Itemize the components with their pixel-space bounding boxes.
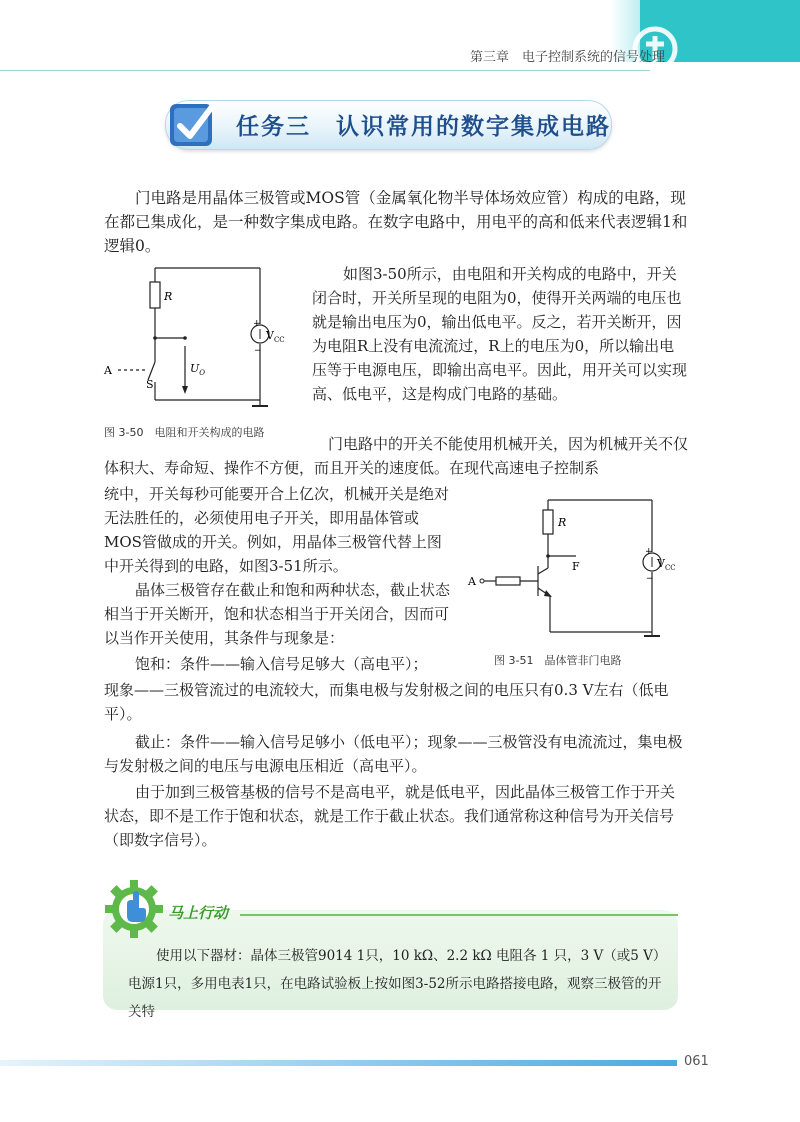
- fig51-label-plus: +: [645, 547, 653, 557]
- paragraph-cutoff: 截止：条件——输入信号足够小（低电平）；现象——三极管没有电流流过，集电极与发射极之间的电压与电源电压相近（高电平）。: [104, 733, 683, 775]
- fig50-label-r: R: [164, 290, 173, 303]
- paragraph-transistor-states: 晶体三极管存在截止和饱和两种状态，截止状态相当于开关断开，饱和状态相当于开关闭合，因而可以当作开关使用，其条件与现象是：: [104, 581, 451, 647]
- page-number: 061: [684, 1054, 709, 1069]
- figure-3-50-caption: 图 3-50 电阻和开关构成的电路: [104, 426, 265, 439]
- fig50-label-uo: $U_O$: [190, 362, 206, 377]
- fig50-label-plus: +: [253, 319, 261, 329]
- fig51-label-r: R: [558, 516, 567, 529]
- fig50-label-vcc: $V_{CC}$: [266, 329, 285, 344]
- paragraph-mechanical-switch-a: 门电路中的开关不能使用机械开关，因为机械开关不仅体积大、寿命短、操作不方便，而且开关的速度低。在现代高速电子控制系: [104, 435, 689, 477]
- figure-3-51-caption: 图 3-51 晶体管非门电路: [494, 654, 622, 667]
- header-rule: [0, 70, 650, 71]
- paragraph-saturation-phenomenon: 现象——三极管流过的电流较大，而集电极与发射极之间的电压只有0.3 V左右（低电平）。: [104, 681, 669, 723]
- gear-hand-icon: [103, 878, 165, 940]
- action-divider: [240, 914, 678, 916]
- fig50-label-minus: −: [254, 346, 262, 356]
- figure-3-51-circuit: [462, 490, 682, 640]
- checkmark-icon: [168, 98, 220, 150]
- paragraph-switch-signal: 由于加到三极管基极的信号不是高电平，就是低电平，因此晶体三极管工作于开关状态，即不是工作于饱和状态，就是工作于截止状态。我们通常称这种信号为开关信号（即数字信号）。: [104, 783, 676, 849]
- fig51-label-a: A: [468, 575, 476, 588]
- footer-bar: [0, 1060, 677, 1066]
- paragraph-saturation-condition: 饱和：条件——输入信号足够大（高电平）；: [135, 655, 428, 673]
- fig50-label-a: A: [104, 364, 112, 377]
- fig51-label-vcc: $V_{CC}$: [657, 557, 676, 572]
- fig51-label-f: F: [572, 560, 580, 573]
- paragraph-figure-50: 如图3-50所示，由电阻和开关构成的电路中，开关闭合时，开关所呈现的电阻为0，使得开关两端的电压也就是输出电压为0，输出低电平。反之，若开关断开，因为电阻R上没有电流流过，R上的电压为0，所以输出电压等于电源电压，即输出高电平。因此，用开关可以实现高、低电平，这是构成门电路的基础。: [312, 265, 688, 403]
- figure-3-50-circuit: [100, 258, 300, 418]
- task-title: 任务三 认识常用的数字集成电路: [236, 114, 611, 140]
- paragraph-intro: 门电路是用晶体三极管或MOS管（金属氧化物半导体场效应管）构成的电路，现在都已集成化，是一种数字集成电路。在数字电路中，用电平的高和低来代表逻辑1和逻辑0。: [104, 189, 688, 255]
- chapter-title: 第三章 电子控制系统的信号处理: [470, 50, 666, 65]
- paragraph-mechanical-switch-b: 统中，开关每秒可能要开合上亿次，机械开关是绝对无法胜任的，必须使用电子开关，即用晶体管或MOS管做成的开关。例如，用晶体三极管代替上图中开关得到的电路，如图3-51所示。: [104, 485, 450, 575]
- action-title: 马上行动: [168, 904, 229, 922]
- action-text: 使用以下器材：晶体三极管9014 1只，10 kΩ、2.2 kΩ 电阻各 1 只，3 V（或5 V）电源1只，多用电表1只，在电路试验板上按如图3-52所示电路搭接电路，观察三极管的开关特: [128, 948, 667, 1020]
- fig51-label-minus: −: [646, 574, 654, 584]
- fig50-label-s: S: [146, 378, 154, 391]
